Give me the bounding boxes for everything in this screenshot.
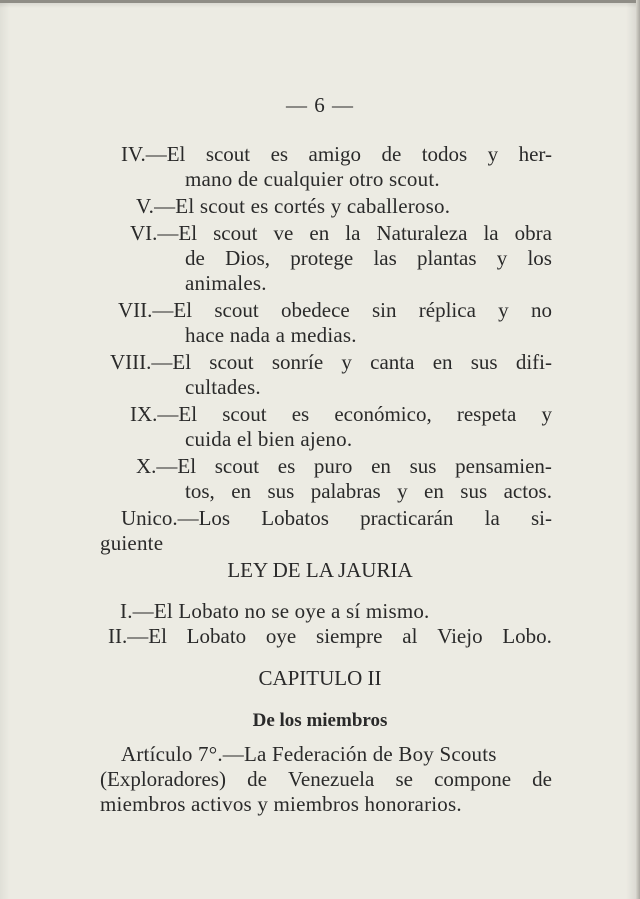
word: compone <box>434 767 512 791</box>
rule-x-line-1 <box>136 454 552 479</box>
word: Naturaleza <box>376 221 468 245</box>
word: es <box>291 402 310 426</box>
rule-vii-line-2: hace nada a medias. <box>185 323 357 347</box>
word: en <box>231 479 252 503</box>
word: sus <box>470 350 498 374</box>
word: scout <box>214 454 260 478</box>
word: puro <box>313 454 353 478</box>
word: y <box>498 298 509 322</box>
rule-iv-line-1 <box>121 142 552 167</box>
word: en <box>371 454 391 478</box>
word: Lobatos <box>261 506 329 530</box>
word: es <box>277 454 296 478</box>
word: tos, <box>185 479 215 503</box>
word: scout <box>213 221 258 245</box>
article-7-line-3: miembros activos y miembros honorarios. <box>100 792 462 816</box>
word: la <box>484 506 500 530</box>
word: II.—El <box>108 624 167 648</box>
word: y <box>397 479 408 503</box>
rule-x-line-2 <box>185 479 552 504</box>
word: y <box>541 402 552 426</box>
word: al <box>402 624 418 648</box>
word: las <box>373 246 397 270</box>
word: oye <box>265 624 297 648</box>
word: sin <box>372 298 397 322</box>
word: VIII.—El <box>110 350 192 374</box>
unico-line-2: guiente <box>100 531 164 555</box>
word: scout <box>205 142 251 166</box>
word: VI.—El <box>130 221 198 245</box>
word: IX.—El <box>130 402 198 426</box>
rule-vii-line-1 <box>118 298 552 323</box>
word: plantas <box>417 246 477 270</box>
rule-vi-line-3: animales. <box>185 271 267 295</box>
ley-i: I.—El Lobato no se oye a sí mismo. <box>120 599 430 623</box>
word: actos. <box>503 479 552 503</box>
word: Unico.—Los <box>121 506 231 530</box>
word: sus <box>409 454 437 478</box>
word: sus <box>460 479 488 503</box>
page-top-edge <box>0 0 640 3</box>
word: obra <box>514 221 552 245</box>
word: réplica <box>418 298 476 322</box>
word: VII.—El <box>118 298 193 322</box>
rule-vi-line-2 <box>185 246 552 271</box>
word: económico, <box>334 402 432 426</box>
word: de <box>185 246 205 270</box>
word: IV.—El <box>121 142 186 166</box>
word: no <box>530 298 552 322</box>
rule-ix-line-2: cuida el bien ajeno. <box>185 427 353 451</box>
word: respeta <box>456 402 517 426</box>
word: pensamien- <box>455 454 552 478</box>
chapter-title: CAPITULO II <box>258 666 382 690</box>
rule-vi-line-1 <box>130 221 552 246</box>
word: si- <box>530 506 552 530</box>
ley-ii <box>108 624 552 649</box>
word: de <box>532 767 552 791</box>
ley-title: LEY DE LA JAURIA <box>227 558 413 582</box>
word: siempre <box>316 624 383 648</box>
word: Lobato <box>186 624 247 648</box>
word: scout <box>222 402 267 426</box>
word: canta <box>370 350 415 374</box>
word: practicarán <box>360 506 454 530</box>
word: en <box>424 479 444 503</box>
word: scout <box>209 350 254 374</box>
word: y <box>487 142 499 166</box>
word: difi- <box>515 350 552 374</box>
word: (Exploradores) <box>100 767 226 791</box>
word: y <box>341 350 352 374</box>
rule-v-line-1: V.—El scout es cortés y caballeroso. <box>136 194 451 218</box>
word: obedece <box>280 298 350 322</box>
word: y <box>496 246 508 270</box>
word: la <box>483 221 499 245</box>
section-title: De los miembros <box>252 710 388 731</box>
word: sonríe <box>271 350 324 374</box>
article-7-line-1: Artículo 7°.—La Federación de Boy Scouts <box>121 742 497 766</box>
word: de <box>247 767 267 791</box>
word: X.—El <box>136 454 197 478</box>
word: es <box>270 142 289 166</box>
word: protege <box>290 246 354 270</box>
word: todos <box>421 142 468 166</box>
unico-line-1 <box>121 506 552 531</box>
rule-viii-line-2: cultades. <box>185 375 261 399</box>
word: ve <box>273 221 294 245</box>
word: se <box>395 767 413 791</box>
word: scout <box>214 298 259 322</box>
word: la <box>345 221 361 245</box>
word: amigo <box>308 142 362 166</box>
word: Viejo <box>437 624 483 648</box>
word: de <box>381 142 402 166</box>
word: Lobo. <box>502 624 552 648</box>
page-number: — 6 — <box>286 93 354 117</box>
rule-iv-line-2: mano de cualquier otro scout. <box>185 167 440 191</box>
word: her- <box>518 142 552 166</box>
article-7-line-2 <box>100 767 552 792</box>
word: Venezuela <box>288 767 375 791</box>
word: Dios, <box>225 246 270 270</box>
word: en <box>309 221 330 245</box>
rule-ix-line-1 <box>130 402 552 427</box>
word: los <box>527 246 552 270</box>
rule-viii-line-1 <box>110 350 552 375</box>
page-right-edge <box>636 0 640 899</box>
word: palabras <box>310 479 381 503</box>
word: sus <box>267 479 295 503</box>
word: en <box>432 350 453 374</box>
